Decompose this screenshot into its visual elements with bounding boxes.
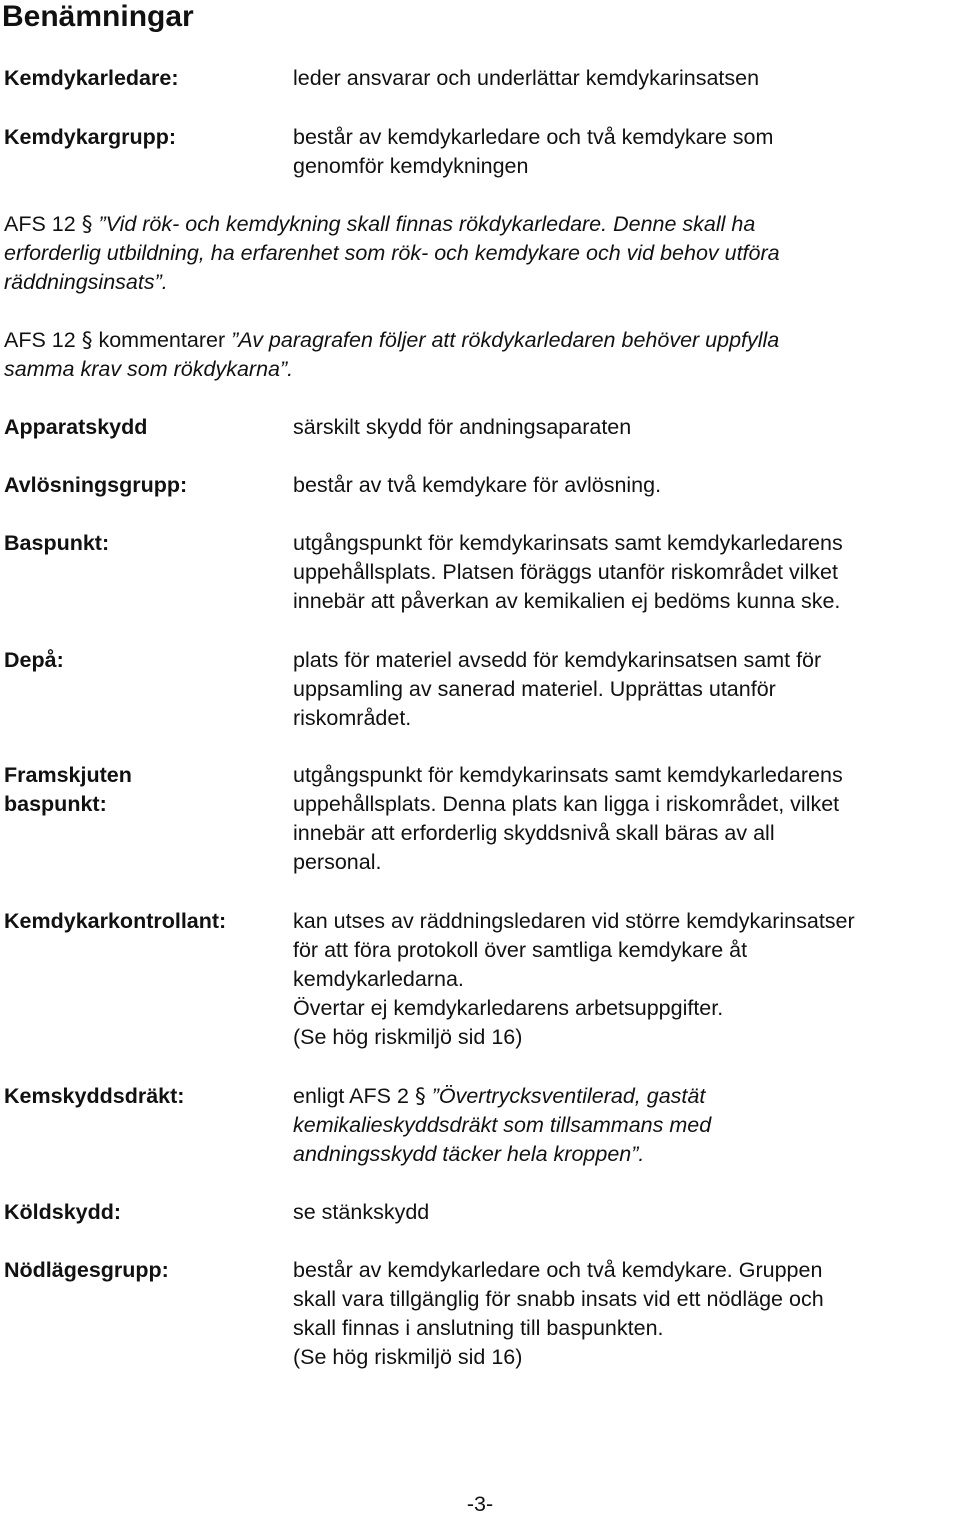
term-koldskydd: Köldskydd: <box>4 1200 122 1224</box>
definition-line: består av kemdykarledare och två kemdykare som <box>293 125 774 149</box>
definition-line: består av två kemdykare för avlösning. <box>293 473 662 497</box>
term-nodlagesgrupp: Nödlägesgrupp: <box>4 1258 169 1282</box>
definition-line: utgångspunkt för kemdykarinsats samt kemdykarledarens <box>293 763 843 787</box>
definition-line: Övertar ej kemdykarledarens arbetsuppgifter. <box>293 996 724 1020</box>
definition-line: skall finnas i anslutning till baspunkten. <box>293 1316 664 1340</box>
term-kemdykargrupp: Kemdykargrupp: <box>4 125 177 149</box>
section-sign: § <box>414 1084 426 1109</box>
definition-line: plats för materiel avsedd för kemdykarinsatsen samt för <box>293 648 822 672</box>
term-baspunkt: Baspunkt: <box>4 531 110 555</box>
definition-line: skall vara tillgänglig för snabb insats vid ett nödläge och <box>293 1287 824 1311</box>
definition-line: andningsskydd täcker hela kroppen”. <box>293 1142 645 1166</box>
definition-line: kan utses av räddningsledaren vid större kemdykarinsatser <box>293 909 855 933</box>
definition-kemdykargrupp <box>293 123 958 181</box>
term-avlosningsgrupp: Avlösningsgrupp: <box>4 473 188 497</box>
definition-line: kemdykarledarna. <box>293 967 464 991</box>
definition-line: särskilt skydd för andningsaparaten <box>293 415 632 439</box>
definition-kemdykarledare <box>293 64 958 93</box>
term-line: Framskjuten <box>4 763 132 787</box>
page-number: -3- <box>466 1492 494 1516</box>
quote-line: ”Av paragrafen följer att rökdykarledaren behöver uppfylla <box>231 328 780 352</box>
term-kemdykarkontrollant: Kemdykarkontrollant: <box>4 909 227 933</box>
definition-line: (Se hög riskmiljö sid 16) <box>293 1025 523 1049</box>
definition-line: uppsamling av sanerad materiel. Upprättas utanför <box>293 677 776 701</box>
afs-reference: enligt AFS 2 <box>293 1084 409 1108</box>
term-kemdykarledare: Kemdykarledare: <box>4 66 179 90</box>
definition-framskjuten-baspunkt <box>293 761 958 877</box>
afs-reference: AFS 12 <box>4 328 76 352</box>
definition-kemdykarkontrollant <box>293 907 958 1052</box>
definition-line: riskområdet. <box>293 706 412 730</box>
afs-reference: AFS 12 <box>4 212 76 236</box>
definition-line: ”Övertrycksventilerad, gastät <box>431 1084 706 1108</box>
definition-line: (Se hög riskmiljö sid 16) <box>293 1345 523 1369</box>
quote-line: ”Vid rök- och kemdykning skall finnas rökdykarledare. Denne skall ha <box>98 212 756 236</box>
definition-line: innebär att påverkan av kemikalien ej bedöms kunna ske. <box>293 589 841 613</box>
definition-kemskyddsdrakt <box>293 1082 958 1169</box>
quote-line: samma krav som rökdykarna”. <box>4 357 294 381</box>
definition-line: för att föra protokoll över samtliga kemdykare åt <box>293 938 748 962</box>
definition-line: utgångspunkt för kemdykarinsats samt kemdykarledarens <box>293 531 843 555</box>
comment-label: kommentarer <box>98 328 226 352</box>
definition-avlosningsgrupp <box>293 471 958 500</box>
definition-line: uppehållsplats. Platsen föräggs utanför riskområdet vilket <box>293 560 838 584</box>
definition-line: personal. <box>293 850 382 874</box>
definition-line: leder ansvarar och underlättar kemdykarinsatsen <box>293 66 760 90</box>
definition-depa <box>293 646 958 733</box>
page-title: Benämningar <box>2 0 194 33</box>
definition-line: uppehållsplats. Denna plats kan ligga i riskområdet, vilket <box>293 792 840 816</box>
definition-line: kemikalieskyddsdräkt som tillsammans med <box>293 1113 712 1137</box>
term-depa: Depå: <box>4 648 64 672</box>
term-apparatskydd: Apparatskydd <box>4 415 148 439</box>
definition-line: genomför kemdykningen <box>293 154 529 178</box>
quote-line: räddningsinsats”. <box>4 270 168 294</box>
quote-line: erforderlig utbildning, ha erfarenhet som rök- och kemdykare och vid behov utföra <box>4 241 780 265</box>
definition-nodlagesgrupp <box>293 1256 958 1372</box>
afs-quote-1 <box>4 210 954 297</box>
definition-apparatskydd <box>293 413 958 442</box>
definition-line: består av kemdykarledare och två kemdykare. Gruppen <box>293 1258 823 1282</box>
section-sign: § <box>81 212 93 237</box>
term-line: baspunkt: <box>4 792 107 816</box>
term-framskjuten-baspunkt <box>4 761 132 819</box>
definition-koldskydd <box>293 1198 958 1227</box>
term-kemskyddsdrakt: Kemskyddsdräkt: <box>4 1084 185 1108</box>
section-sign: § <box>81 328 93 353</box>
definition-line: innebär att erforderlig skyddsnivå skall bäras av all <box>293 821 775 845</box>
afs-quote-2 <box>4 326 954 384</box>
definition-line: se stänkskydd <box>293 1200 430 1224</box>
definition-baspunkt <box>293 529 958 616</box>
